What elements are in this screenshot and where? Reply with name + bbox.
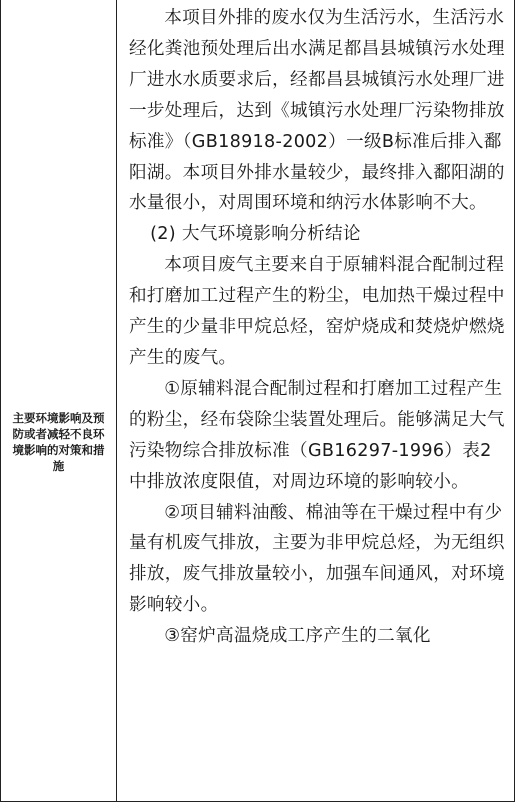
paragraph-wastewater: 本项目外排的废水仅为生活污水，生活污水经化粪池预处理后出水满足都昌县城镇污水处理厂进水水质要求后，经都昌县城镇污水处理厂进一步处理后，达到《城镇污水处理厂污染物排放标准》（GB18918-2002）一级B标准后排入鄱阳湖。本项目外排水量较少，最终排入鄱阳湖的水量很小，对周围环境和纳污水体影响不大。 — [129, 8, 505, 214]
paragraph-air-sources: 本项目废气主要来自于原辅料混合配制过程和打磨加工过程产生的粉尘，电加热干燥过程中产生的少量非甲烷总烃，窑炉烧成和焚烧炉燃烧产生的废气。 — [129, 255, 505, 368]
paragraph-kiln: ③窑炉高温烧成工序产生的二氧化 — [164, 626, 431, 647]
row-label-cell — [0, 0, 117, 802]
paragraph-dust: ①原辅料混合配制过程和打磨加工过程产生的粉尘，经布袋除尘装置处理后。能够满足大气污染物综合排放标准（GB16297-1996）表2中排放浓度限值，对周边环境的影响较小。 — [129, 378, 505, 492]
content-text — [129, 0, 507, 652]
row-label: 主要环境影响及预防或者减轻不良环境影响的对策和措施 — [12, 411, 105, 473]
paragraph-organic-gas: ②项目辅料油酸、棉油等在干燥过程中有少量有机废气排放，主要为非甲烷总烃，为无组织排放，废气排放量较小，加强车间通风，对环境影响较小。 — [129, 502, 505, 616]
section-heading-air: (2) 大气环境影响分析结论 — [150, 224, 361, 245]
